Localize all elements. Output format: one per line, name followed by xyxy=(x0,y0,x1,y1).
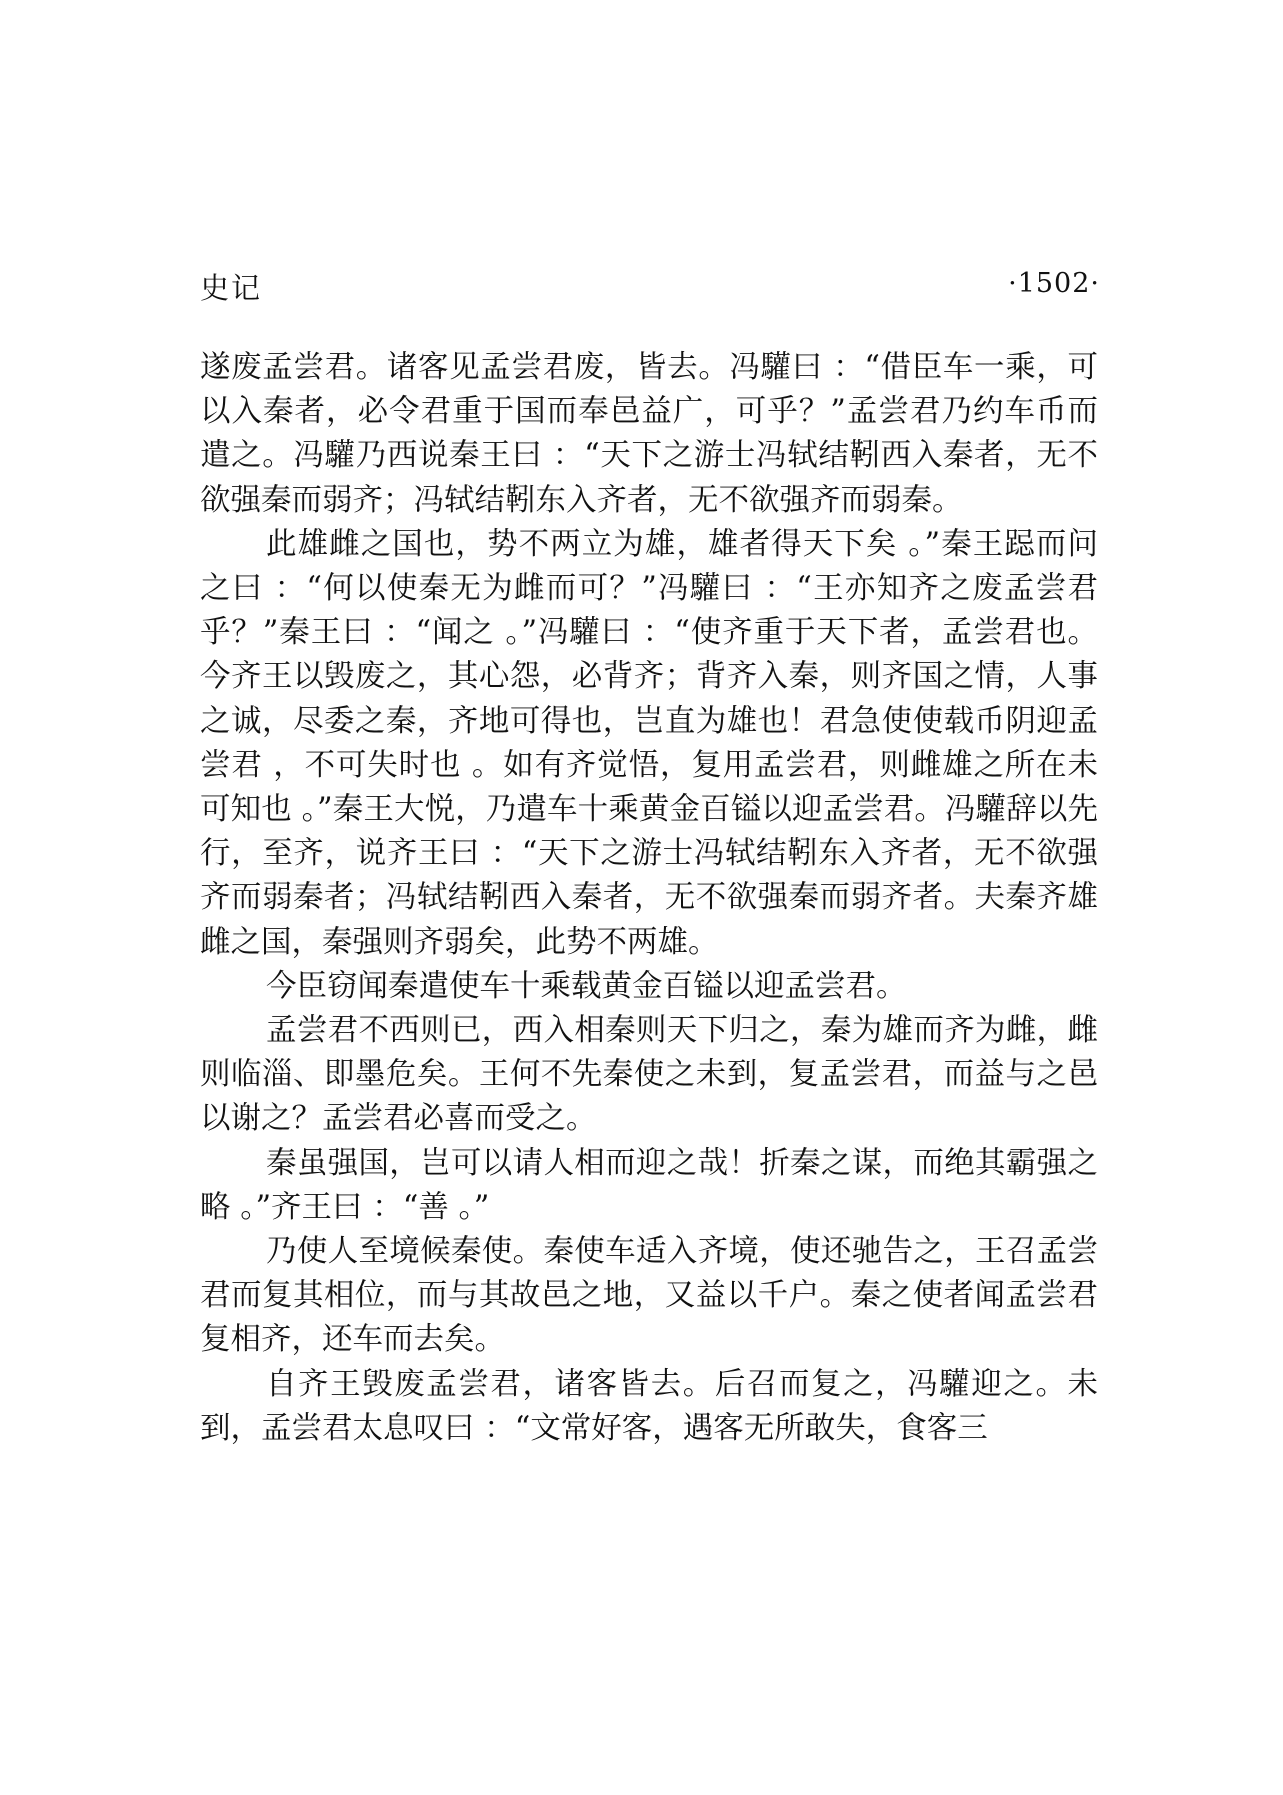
paragraph-6: 乃使人至境候秦使。秦使车适入齐境，使还驰告之，王召孟尝君而复其相位，而与其故邑之地，又益以千户。秦之使者闻孟尝君复相齐，还车而去矣。 xyxy=(200,1234,1098,1358)
paragraph-5: 秦虽强国，岂可以请人相而迎之哉！折秦之谋，而绝其霸强之略 。”齐王曰 ：“善 。” xyxy=(200,1145,1098,1225)
paragraph-1: 遂废孟尝君。诸客见孟尝君废，皆去。冯驩曰 ：“借臣车一乘，可以入秦者，必令君重于国而奉邑益广，可乎？”孟尝君乃约车币而遣之。冯驩乃西说秦王曰 ：“天下之游士冯轼结靷西入秦者，无不欲强秦而弱齐；冯轼结靷东入齐者，无不欲强齐而弱秦。 xyxy=(200,350,1098,518)
paragraph-4: 孟尝君不西则已，西入相秦则天下归之，秦为雄而齐为雌，雌则临淄、即墨危矣。王何不先秦使之未到，复孟尝君，而益与之邑以谢之？孟尝君必喜而受之。 xyxy=(200,1013,1098,1137)
book-title: 史记 xyxy=(200,271,263,305)
paragraph-2: 此雄雌之国也，势不两立为雄，雄者得天下矣 。”秦王跽而问之曰 ：“何以使秦无为雌而可？”冯驩曰 ：“王亦知齐之废孟尝君乎？”秦王曰 ：“闻之 。”冯驩曰 ：“使齐重于天下者，孟尝君也。今齐王以毁废之，其心怨，必背齐；背齐入秦，则齐国之情，人事之诚，尽委之秦，齐地可得也，岂直为雄也！君急使使载币阴迎孟尝君 ，不可失时也 。如有齐觉悟，复用孟尝君，则雌雄之所在未可知也 。”秦王大悦，乃遣车十乘黄金百镒以迎孟尝君。冯驩辞以先行，至齐，说齐王曰 ：“天下之游士冯轼结靷东入齐者，无不欲强齐而弱秦者；冯轼结靷西入秦者，无不欲强秦而弱齐者。夫秦齐雄雌之国，秦强则齐弱矣，此势不两雄。 xyxy=(200,526,1098,960)
paragraph-3: 今臣窃闻秦遣使车十乘载黄金百镒以迎孟尝君。 xyxy=(266,968,907,1004)
text-body xyxy=(200,346,1098,1451)
page-number: ·1502· xyxy=(1008,268,1100,299)
paragraph-7: 自齐王毁废孟尝君，诸客皆去。后召而复之，冯驩迎之。未到，孟尝君太息叹曰 ：“文常好客，遇客无所敢失，食客三 xyxy=(200,1366,1098,1446)
page-header xyxy=(200,266,1100,310)
